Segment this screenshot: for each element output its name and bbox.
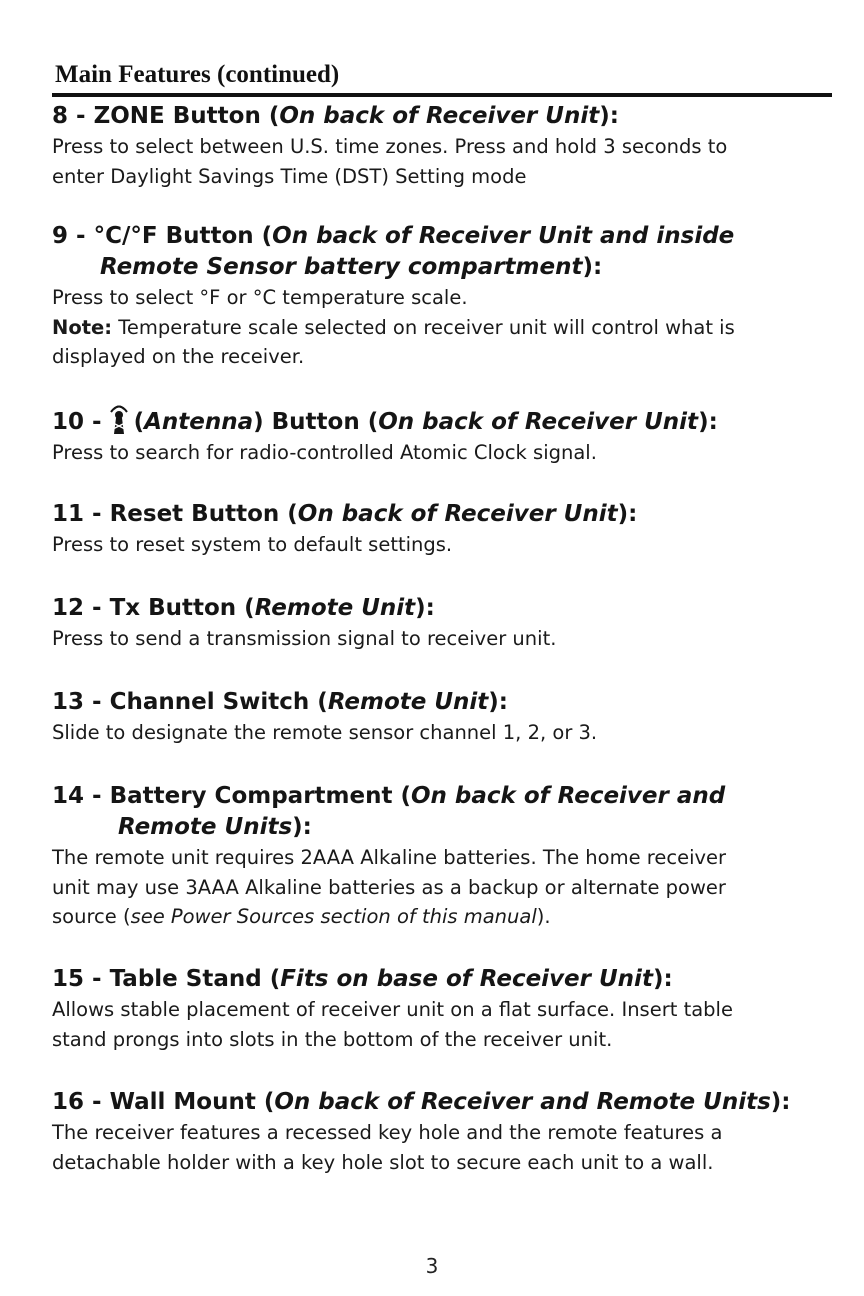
section-description: Press to select °F or °C temperature scale. Note: Temperature scale selected on receiver unit will control what is displayed on the receiver. [52,286,735,368]
section-description: Press to select between U.S. time zones. Press and hold 3 seconds to enter Daylight Savings Time (DST) Setting mode [52,135,728,188]
section-tx-button [52,593,842,654]
section-description: The receiver features a recessed key hole and the remote features a detachable holder with a key hole slot to secure each unit to a wall. [52,1121,723,1174]
section-reset-button [52,499,842,560]
page-number: 3 [425,1254,439,1278]
section-heading: 16 - Wall Mount (On back of Receiver and Remote Units): [52,1089,791,1115]
section-heading: 12 - Tx Button (Remote Unit): [52,595,435,621]
section-zone-button [52,101,842,191]
section-description: Press to send a transmission signal to receiver unit. [52,627,557,650]
note-label: Note: [52,315,113,339]
section-heading: 8 - ZONE Button (On back of Receiver Unit): [52,103,619,129]
section-heading: 10 - (Antenna) Button (On back of Receiver Unit): [52,405,842,438]
section-table-stand [52,964,842,1054]
antenna-icon [106,405,132,435]
section-description: Press to search for radio-controlled Atomic Clock signal. [52,441,597,464]
section-wall-mount [52,1087,842,1177]
section-description: The remote unit requires 2AAA Alkaline batteries. The home receiver unit may use 3AAA Alkaline batteries as a backup or alternate power source (see Power Sources section of this manual). [52,846,727,928]
section-antenna-button [52,405,842,468]
section-battery-compartment [52,781,842,932]
section-description: Slide to designate the remote sensor channel 1, 2, or 3. [52,721,598,744]
title-divider [52,93,832,97]
section-heading: 9 - °C/°F Button (On back of Receiver Unit and inside Remote Sensor battery compartment): [52,223,735,280]
section-heading: 15 - Table Stand (Fits on base of Receiver Unit): [52,966,673,992]
section-description: Press to reset system to default settings. [52,533,453,556]
section-heading: 11 - Reset Button (On back of Receiver Unit): [52,501,638,527]
section-channel-switch [52,687,842,748]
section-temp-scale-button [52,221,842,372]
section-heading: 13 - Channel Switch (Remote Unit): [52,689,508,715]
section-description: Allows stable placement of receiver unit on a flat surface. Insert table stand prongs into slots in the bottom of the receiver unit. [52,998,733,1051]
page-title: Main Features (continued) [55,61,340,88]
section-heading: 14 - Battery Compartment (On back of Receiver and Remote Units): [52,783,726,840]
